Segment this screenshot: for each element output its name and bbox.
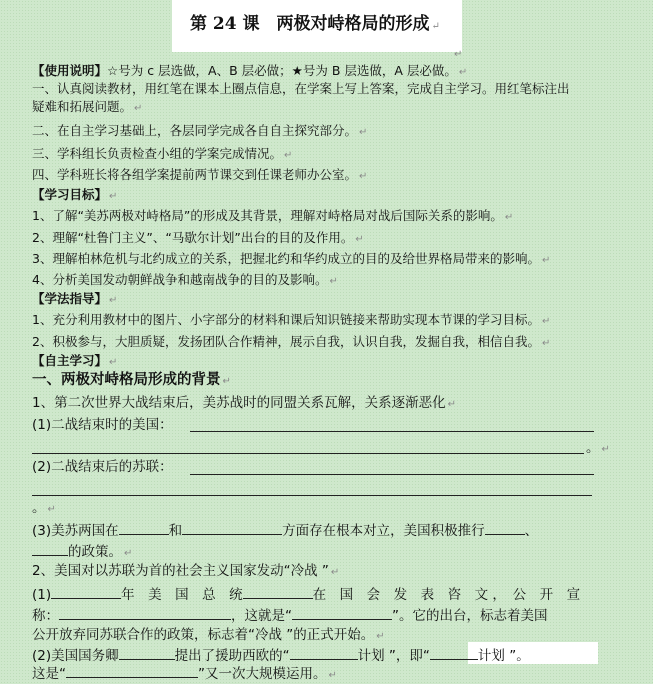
usage-line: 【使用说明】☆号为 c 层选做，A、B 层必做；★号为 B 层选做，A 层必做。 ↵ <box>32 63 468 78</box>
question-1: 1、第二次世界大战结束后，美苏战时的同盟关系瓦解，关系逐渐恶化 ↵ <box>32 395 456 411</box>
usage-item-2: 二、在自主学习基础上，各层同学完成各自自主探究部分。 ↵ <box>32 123 368 138</box>
question-2-1b: 称： ，这就是“ ”。它的出台，标志着美国 <box>32 608 548 624</box>
question-1-3b: 的政策。 ↵ <box>32 542 132 562</box>
goal-item-4: 4、分析美国发动朝鲜战争和越南战争的目的及影响。 ↵ <box>32 272 338 287</box>
period-mark: 。 ↵ <box>586 440 610 456</box>
method-header: 【学法指导】 ↵ <box>32 291 118 306</box>
blank[interactable] <box>292 606 392 620</box>
goal-item-2: 2、理解“杜鲁门主义”、“马歇尔计划”出台的目的及作用。 ↵ <box>32 230 364 245</box>
goal-item-3: 3、理解柏林危机与北约成立的关系，把握北约和华约成立的目的及给世界格局带来的影响。 ↵ <box>32 251 551 266</box>
question-2: 2、美国对以苏联为首的社会主义国家发动“冷战 ” ↵ <box>32 563 340 579</box>
goal-item-1: 1、了解“美苏两极对峙格局”的形成及其背景，理解对峙格局对战后国际关系的影响。 ↵ <box>32 208 514 223</box>
part1-title: 一、两极对峙格局形成的背景 ↵ <box>32 372 231 388</box>
goals-header: 【学习目标】 ↵ <box>32 187 118 202</box>
answer-line-1-1b[interactable] <box>32 453 584 454</box>
question-2-2: (2)美国国务卿 提出了援助西欧的“ 计划 ”，即“ 计划 ”。 <box>32 648 530 664</box>
period-mark-2: 。 ↵ <box>32 500 56 516</box>
question-2-1: (1) 年 美 国 总 统 在 国 会 发 表 咨 文 ， 公 开 宣 <box>32 587 581 603</box>
blank[interactable] <box>59 606 231 620</box>
method-item-1: 1、充分利用教材中的图片、小字部分的材料和课后知识链接来帮助实现本节课的学习目标。 ↵ <box>32 312 551 327</box>
question-1-1: (1)二战结束时的美国： <box>32 417 173 433</box>
usage-item-1b: 疑难和拓展问题。 ↵ <box>32 99 143 114</box>
answer-line-1-2b[interactable] <box>32 495 592 496</box>
self-study-header: 【自主学习】 ↵ <box>32 353 118 368</box>
usage-item-3: 三、学科组长负责检查小组的学案完成情况。 ↵ <box>32 146 293 161</box>
blank[interactable] <box>119 521 169 535</box>
blank[interactable] <box>485 521 525 535</box>
blank[interactable] <box>243 585 313 599</box>
page-title: 第 24 课 两极对峙格局的形成 ↵ <box>190 14 440 34</box>
blank[interactable] <box>32 542 68 556</box>
answer-line-1-1[interactable] <box>190 431 594 432</box>
usage-item-1: 一、认真阅读教材，用红笔在课本上圈点信息，在学案上写上答案，完成自主学习。用红笔标注出 <box>32 81 570 96</box>
para-mark: ↵ <box>454 49 463 60</box>
question-1-3: (3)美苏两国在 和 方面存在根本对立，美国积极推行 、 <box>32 523 539 539</box>
blank[interactable] <box>66 664 198 678</box>
method-item-2: 2、积极参与，大胆质疑，发扬团队合作精神，展示自我，认识自我，发掘自我，相信自我。 ↵ <box>32 334 551 349</box>
question-2-1c: 公开放弃同苏联合作的政策，标志着“冷战 ”的正式开始。 ↵ <box>32 627 385 643</box>
question-1-2: (2)二战结束后的苏联： <box>32 459 173 475</box>
question-2-2b: 这是“ ”又一次大规模运用。 ↵ <box>32 666 337 682</box>
usage-header: 【使用说明】 <box>32 63 108 78</box>
blank[interactable] <box>430 646 478 660</box>
blank[interactable] <box>119 646 175 660</box>
blank[interactable] <box>182 521 282 535</box>
usage-item-4: 四、学科班长将各组学案提前两节课交到任课老师办公室。 ↵ <box>32 167 368 182</box>
blank[interactable] <box>51 585 121 599</box>
blank[interactable] <box>290 646 358 660</box>
answer-line-1-2[interactable] <box>190 474 594 475</box>
